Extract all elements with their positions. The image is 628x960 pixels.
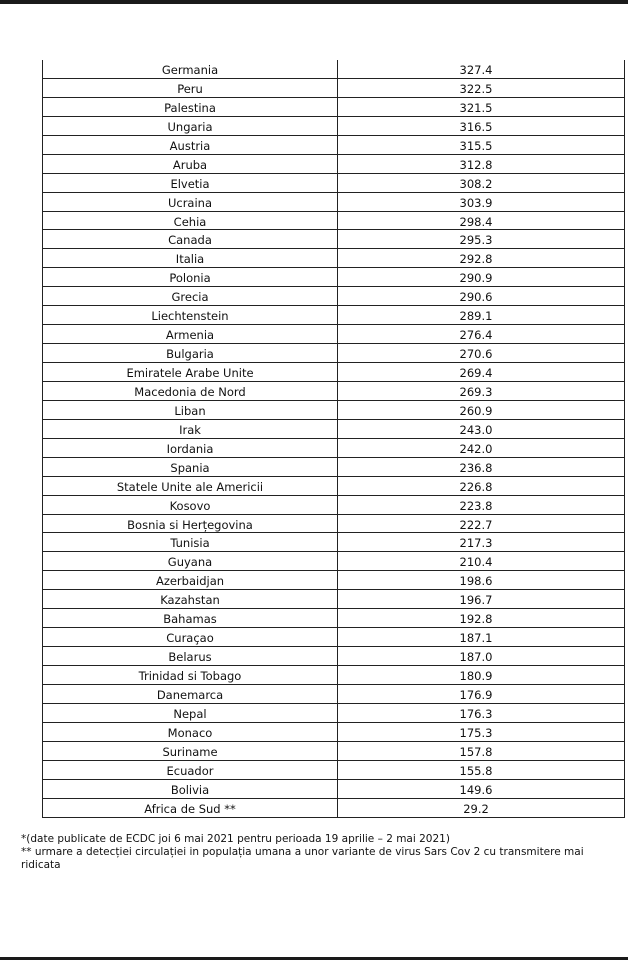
- table-row: [43, 647, 624, 666]
- table-row: [43, 212, 624, 231]
- value-cell: 210.4: [459, 555, 493, 570]
- table-row: [43, 571, 624, 590]
- table-row: [43, 420, 624, 439]
- country-cell: Iordania: [43, 439, 338, 457]
- country-cell: Tunisia: [43, 533, 338, 551]
- country-cell: Ucraina: [43, 193, 338, 211]
- table-row: [43, 780, 624, 799]
- country-cell: Germania: [43, 60, 338, 78]
- table-row: [43, 590, 624, 609]
- table-row: [43, 117, 624, 136]
- country-cell: Azerbaidjan: [43, 571, 338, 589]
- table-row: [43, 287, 624, 306]
- country-cell: Danemarca: [43, 685, 338, 703]
- value-cell: 155.8: [459, 763, 493, 778]
- table-row: [43, 515, 624, 534]
- value-cell: 269.4: [459, 366, 493, 380]
- footnote-variant: ** urmare a detecției circulației in populația umana a unor variante de virus Sars Cov 2 cu transmitere mai ridicata: [21, 846, 587, 871]
- table-row: [43, 552, 624, 571]
- value-cell: 298.4: [459, 214, 493, 229]
- table-row: [43, 458, 624, 477]
- table-row: [43, 306, 624, 325]
- top-border: [0, 0, 628, 4]
- country-cell: Palestina: [43, 98, 338, 116]
- table-row: [43, 193, 624, 212]
- table-row: [43, 628, 624, 647]
- country-cell: Italia: [43, 249, 338, 267]
- value-cell: 196.7: [459, 593, 493, 608]
- table-row: [43, 704, 624, 723]
- country-cell: Bulgaria: [43, 344, 338, 362]
- value-cell: 226.8: [459, 479, 493, 494]
- country-cell: Macedonia de Nord: [43, 382, 338, 400]
- table-row: [43, 799, 624, 818]
- table-row: [43, 685, 624, 704]
- table-row: [43, 344, 624, 363]
- value-cell: 157.8: [459, 744, 493, 759]
- value-cell: 180.9: [459, 669, 493, 683]
- country-cell: Ecuador: [43, 761, 338, 779]
- value-cell: 176.3: [459, 706, 493, 721]
- table-row: [43, 363, 624, 382]
- country-cell: Austria: [43, 136, 338, 154]
- country-cell: Ungaria: [43, 117, 338, 135]
- value-cell: 243.0: [459, 422, 493, 437]
- country-cell: Irak: [43, 420, 338, 438]
- table-row: [43, 79, 624, 98]
- country-cell: Kazahstan: [43, 590, 338, 608]
- country-cell: Peru: [43, 79, 338, 97]
- country-cell: Monaco: [43, 723, 338, 741]
- table-row: [43, 666, 624, 685]
- value-cell: 29.2: [463, 801, 489, 816]
- value-cell: 149.6: [459, 782, 493, 797]
- table-row: [43, 268, 624, 287]
- value-cell: 303.9: [459, 195, 493, 210]
- table-row: [43, 98, 624, 117]
- value-cell: 236.8: [459, 460, 493, 475]
- country-cell: Canada: [43, 230, 338, 248]
- country-cell: Kosovo: [43, 496, 338, 514]
- value-cell: 292.8: [459, 252, 493, 267]
- table-row: [43, 609, 624, 628]
- table-row: [43, 174, 624, 193]
- footnotes: [21, 833, 621, 872]
- table-row: [43, 477, 624, 496]
- value-cell: 290.6: [459, 290, 493, 305]
- value-cell: 222.7: [459, 517, 493, 532]
- value-cell: 289.1: [459, 309, 493, 324]
- country-cell: Bahamas: [43, 609, 338, 627]
- value-cell: 322.5: [459, 81, 493, 96]
- country-cell: Guyana: [43, 552, 338, 570]
- value-cell: 295.3: [459, 233, 493, 248]
- value-cell: 187.0: [459, 650, 493, 665]
- value-cell: 242.0: [459, 441, 493, 456]
- value-cell: 176.9: [459, 687, 493, 702]
- country-cell: Grecia: [43, 287, 338, 305]
- country-cell: Africa de Sud **: [43, 799, 338, 817]
- table-row: [43, 249, 624, 268]
- table-row: [43, 325, 624, 344]
- country-cell: Suriname: [43, 742, 338, 760]
- country-cell: Liechtenstein: [43, 306, 338, 324]
- footnote-source: *(date publicate de ECDC joi 6 mai 2021 pentru perioada 19 aprilie – 2 mai 2021): [21, 833, 450, 845]
- value-cell: 312.8: [459, 157, 493, 172]
- value-cell: 260.9: [459, 403, 493, 418]
- table-row: [43, 496, 624, 515]
- value-cell: 321.5: [459, 100, 493, 115]
- country-cell: Bosnia si Herțegovina: [43, 515, 338, 533]
- country-cell: Elvetia: [43, 174, 338, 192]
- country-cell: Emiratele Arabe Unite: [43, 363, 338, 381]
- country-cell: Armenia: [43, 325, 338, 343]
- value-cell: 276.4: [459, 328, 493, 343]
- table-row: [43, 230, 624, 249]
- value-cell: 175.3: [459, 725, 493, 740]
- table-row: [43, 382, 624, 401]
- table-row: [43, 155, 624, 174]
- value-cell: 217.3: [459, 536, 493, 551]
- value-cell: 290.9: [459, 271, 493, 286]
- table-row: [43, 60, 624, 79]
- country-cell: Bolivia: [43, 780, 338, 798]
- table-row: [43, 761, 624, 780]
- value-cell: 192.8: [459, 612, 493, 627]
- value-cell: 223.8: [459, 498, 493, 513]
- country-cell: Belarus: [43, 647, 338, 665]
- country-cell: Aruba: [43, 155, 338, 173]
- country-cell: Liban: [43, 401, 338, 419]
- table-row: [43, 533, 624, 552]
- country-cell: Cehia: [43, 212, 338, 230]
- value-cell: 327.4: [459, 63, 493, 77]
- table-row: [43, 742, 624, 761]
- value-cell: 315.5: [459, 138, 493, 153]
- table-row: [43, 439, 624, 458]
- value-cell: 187.1: [459, 631, 493, 646]
- country-cell: Curaçao: [43, 628, 338, 646]
- table-row: [43, 401, 624, 420]
- value-cell: 270.6: [459, 347, 493, 362]
- country-cell: Statele Unite ale Americii: [43, 477, 338, 495]
- country-cell: Spania: [43, 458, 338, 476]
- table-row: [43, 723, 624, 742]
- country-cell: Trinidad si Tobago: [43, 666, 338, 684]
- value-cell: 198.6: [459, 574, 493, 589]
- country-cell: Polonia: [43, 268, 338, 286]
- value-cell: 308.2: [459, 176, 493, 191]
- country-cell: Nepal: [43, 704, 338, 722]
- value-cell: 269.3: [459, 384, 493, 399]
- country-incidence-table: [42, 60, 625, 818]
- value-cell: 316.5: [459, 119, 493, 134]
- table-row: [43, 136, 624, 155]
